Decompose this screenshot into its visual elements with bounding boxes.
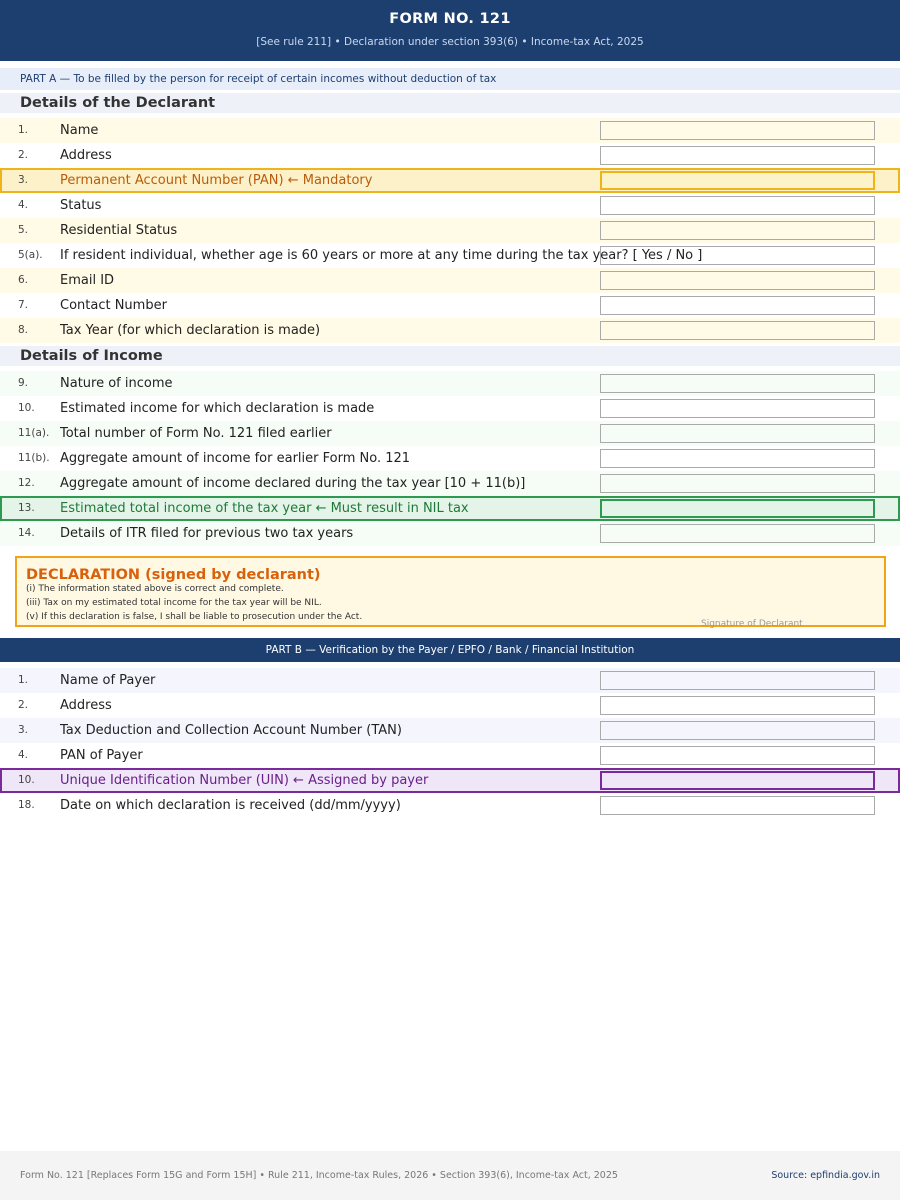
row-number: 12. bbox=[18, 477, 35, 489]
estimated-income-field[interactable] bbox=[600, 399, 875, 418]
payer-row-address bbox=[0, 693, 900, 718]
payer-row-pan bbox=[0, 743, 900, 768]
declarant-heading-text: Details of the Declarant bbox=[20, 95, 216, 111]
declarant-row-name bbox=[0, 118, 900, 143]
row-number: 10. bbox=[18, 402, 35, 414]
declaration-box bbox=[15, 556, 886, 627]
page-footer bbox=[0, 1151, 900, 1200]
date-received-field[interactable] bbox=[600, 796, 875, 815]
address-field[interactable] bbox=[600, 146, 875, 165]
payer-name-field[interactable] bbox=[600, 671, 875, 690]
row-number: 6. bbox=[18, 274, 29, 286]
footer-source: Source: epfindia.gov.in bbox=[771, 1170, 880, 1181]
payer-row-tan bbox=[0, 718, 900, 743]
row-number: 9. bbox=[18, 377, 29, 389]
row-label: Aggregate amount of income for earlier Form No. 121 bbox=[60, 451, 411, 466]
part-a-banner bbox=[0, 68, 900, 90]
name-field[interactable] bbox=[600, 121, 875, 140]
row-label: Date on which declaration is received (dd/mm/yyyy) bbox=[60, 798, 401, 813]
row-label: Tax Year (for which declaration is made) bbox=[60, 323, 321, 338]
residential-status-field[interactable] bbox=[600, 221, 875, 240]
row-label: Estimated total income of the tax year ← Must result in NIL tax bbox=[60, 501, 469, 516]
row-label: Address bbox=[60, 148, 112, 163]
row-number: 2. bbox=[18, 149, 29, 161]
row-label: Contact Number bbox=[60, 298, 167, 313]
row-number: 10. bbox=[18, 774, 35, 786]
contact-number-field[interactable] bbox=[600, 296, 875, 315]
signature-label: Signature of Declarant bbox=[701, 619, 803, 629]
income-row-estimated-income bbox=[0, 396, 900, 421]
total-income-field[interactable] bbox=[600, 499, 875, 518]
forms-filed-count-field[interactable] bbox=[600, 424, 875, 443]
part-b-banner: PART B — Verification by the Payer / EPFO / Bank / Financial Institution bbox=[0, 638, 900, 662]
row-label: Total number of Form No. 121 filed earlier bbox=[60, 426, 332, 441]
declaration-line: (i) The information stated above is correct and complete. bbox=[26, 584, 284, 594]
row-label: Residential Status bbox=[60, 223, 178, 238]
row-label: Permanent Account Number (PAN) ← Mandatory bbox=[60, 173, 373, 188]
form-title: FORM NO. 121 bbox=[389, 11, 511, 27]
row-label: Status bbox=[60, 198, 102, 213]
row-label: If resident individual, whether age is 60 years or more at any time during the tax year? [ Yes / No ] bbox=[60, 248, 703, 263]
uin-field[interactable] bbox=[600, 771, 875, 790]
declarant-row-pan bbox=[0, 168, 900, 193]
row-number: 1. bbox=[18, 674, 29, 686]
earlier-aggregate-field[interactable] bbox=[600, 449, 875, 468]
row-label: PAN of Payer bbox=[60, 748, 143, 763]
row-number: 3. bbox=[18, 174, 29, 186]
pan-field[interactable] bbox=[600, 171, 875, 190]
row-number: 7. bbox=[18, 299, 29, 311]
row-label: Name bbox=[60, 123, 99, 138]
row-label: Estimated income for which declaration is made bbox=[60, 401, 375, 416]
row-label: Aggregate amount of income declared during the tax year [10 + 11(b)] bbox=[60, 476, 526, 491]
form-subtitle: [See rule 211] • Declaration under section 393(6) • Income-tax Act, 2025 bbox=[256, 36, 644, 48]
row-label: Nature of income bbox=[60, 376, 173, 391]
row-number: 5(a). bbox=[18, 249, 43, 261]
declaration-title: DECLARATION (signed by declarant) bbox=[26, 567, 321, 583]
row-label: Tax Deduction and Collection Account Number (TAN) bbox=[60, 723, 402, 738]
declarant-row-address bbox=[0, 143, 900, 168]
part-a-banner-text: PART A — To be filled by the person for receipt of certain incomes without deduction of tax bbox=[20, 73, 497, 85]
declarant-section-heading bbox=[0, 93, 900, 113]
row-label: Details of ITR filed for previous two tax years bbox=[60, 526, 354, 541]
income-heading-text: Details of Income bbox=[20, 348, 163, 364]
row-number: 14. bbox=[18, 527, 35, 539]
payer-pan-field[interactable] bbox=[600, 746, 875, 765]
row-number: 3. bbox=[18, 724, 29, 736]
aggregate-declared-field[interactable] bbox=[600, 474, 875, 493]
row-number: 18. bbox=[18, 799, 35, 811]
income-row-nature bbox=[0, 371, 900, 396]
declarant-row-email bbox=[0, 268, 900, 293]
payer-row-uin bbox=[0, 768, 900, 793]
status-field[interactable] bbox=[600, 196, 875, 215]
tan-field[interactable] bbox=[600, 721, 875, 740]
row-label: Email ID bbox=[60, 273, 115, 288]
income-row-earlier-aggregate bbox=[0, 446, 900, 471]
row-number: 5. bbox=[18, 224, 29, 236]
row-number: 4. bbox=[18, 749, 29, 761]
row-label: Name of Payer bbox=[60, 673, 156, 688]
declarant-row-tax-year bbox=[0, 318, 900, 343]
row-number: 8. bbox=[18, 324, 29, 336]
income-row-itr-details bbox=[0, 521, 900, 546]
row-number: 4. bbox=[18, 199, 29, 211]
income-row-total-income bbox=[0, 496, 900, 521]
declaration-line: (v) If this declaration is false, I shall be liable to prosecution under the Act. bbox=[26, 612, 363, 622]
declarant-row-senior-citizen bbox=[0, 243, 900, 268]
tax-year-field[interactable] bbox=[600, 321, 875, 340]
row-label: Unique Identification Number (UIN) ← Assigned by payer bbox=[60, 773, 429, 788]
payer-row-date-received bbox=[0, 793, 900, 818]
row-number: 11(a). bbox=[18, 427, 50, 439]
row-label: Address bbox=[60, 698, 112, 713]
email-field[interactable] bbox=[600, 271, 875, 290]
income-row-aggregate-declared bbox=[0, 471, 900, 496]
form-header bbox=[0, 0, 900, 61]
payer-address-field[interactable] bbox=[600, 696, 875, 715]
itr-details-field[interactable] bbox=[600, 524, 875, 543]
declarant-row-status bbox=[0, 193, 900, 218]
row-number: 1. bbox=[18, 124, 29, 136]
declaration-line: (iii) Tax on my estimated total income for the tax year will be NIL. bbox=[26, 598, 322, 608]
payer-row-name bbox=[0, 668, 900, 693]
income-row-forms-filed-count bbox=[0, 421, 900, 446]
declarant-row-contact bbox=[0, 293, 900, 318]
row-number: 2. bbox=[18, 699, 29, 711]
row-number: 13. bbox=[18, 502, 35, 514]
footer-reference: Form No. 121 [Replaces Form 15G and Form 15H] • Rule 211, Income-tax Rules, 2026 • Section 393(6), Income-tax Act, 2025 bbox=[20, 1170, 618, 1181]
income-section-heading bbox=[0, 346, 900, 366]
nature-of-income-field[interactable] bbox=[600, 374, 875, 393]
declarant-row-residential-status bbox=[0, 218, 900, 243]
row-number: 11(b). bbox=[18, 452, 50, 464]
